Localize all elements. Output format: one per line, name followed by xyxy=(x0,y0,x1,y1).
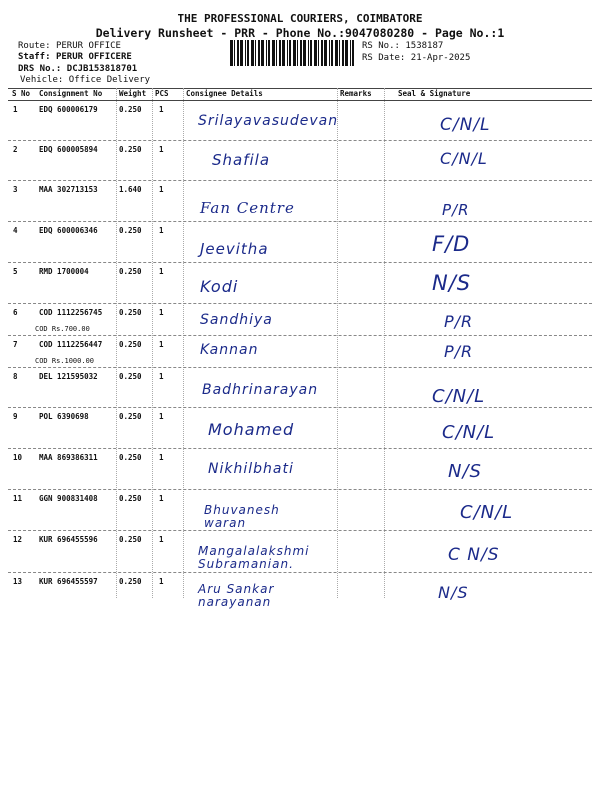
seal-signature: P/R xyxy=(442,201,470,219)
row-consignment: POL 6390698 xyxy=(39,412,89,421)
row-weight: 0.250 xyxy=(119,308,142,317)
rs-date-label: RS Date: xyxy=(362,53,406,63)
row-consignment: KUR 696455596 xyxy=(39,535,98,544)
row-weight: 0.250 xyxy=(119,340,142,349)
row-sno: 5 xyxy=(13,267,18,276)
row-consignment: DEL 121595032 xyxy=(39,372,98,381)
barcode-bar xyxy=(335,40,338,66)
consignee-signature: Nikhilbhati xyxy=(208,461,294,477)
consignee-signature: Mangalalakshmi Subramanian. xyxy=(198,544,310,571)
barcode-bar xyxy=(276,40,277,66)
consignee-signature: Srilayavasudevan xyxy=(198,113,339,129)
row-weight: 0.250 xyxy=(119,105,142,114)
rs-no-label: RS No.: xyxy=(362,41,400,51)
seal-signature: P/R xyxy=(444,342,474,361)
barcode-bar xyxy=(261,40,264,66)
col-consignee: Consignee Details xyxy=(186,89,263,98)
barcode-bar xyxy=(329,40,330,66)
col-seal: Seal & Signature xyxy=(398,89,471,98)
row-consignment: EDQ 600006179 xyxy=(39,105,98,114)
col-pcs: PCS xyxy=(155,89,169,98)
consignee-signature: Mohamed xyxy=(208,420,295,439)
row-weight: 0.250 xyxy=(119,267,142,276)
seal-signature: F/D xyxy=(432,232,471,256)
barcode-bar xyxy=(352,40,354,66)
staff-line xyxy=(18,52,132,62)
row-pcs: 1 xyxy=(159,577,164,586)
row-weight: 0.250 xyxy=(119,145,142,154)
rs-no-line xyxy=(362,41,443,51)
seal-signature: C/N/L xyxy=(442,422,496,443)
barcode-bar xyxy=(287,40,288,66)
row-pcs: 1 xyxy=(159,372,164,381)
row-sno: 13 xyxy=(13,577,23,586)
barcode-bar xyxy=(303,40,306,66)
table-row xyxy=(8,336,592,368)
row-consignment: GGN 900831408 xyxy=(39,494,98,503)
barcode-bar xyxy=(230,40,233,66)
row-sno: 1 xyxy=(13,105,18,114)
barcode-bar xyxy=(240,40,243,66)
drs-label: DRS No.: xyxy=(18,64,62,74)
table-row xyxy=(8,141,592,181)
col-remarks: Remarks xyxy=(340,89,372,98)
barcode-bar xyxy=(282,40,285,66)
table-row xyxy=(8,408,592,449)
table-row xyxy=(8,449,592,490)
barcode-bar xyxy=(318,40,319,66)
row-sno: 3 xyxy=(13,185,18,194)
row-pcs: 1 xyxy=(159,105,164,114)
consignee-signature: Badhrinarayan xyxy=(202,382,319,398)
row-weight: 0.250 xyxy=(119,412,142,421)
barcode-bar xyxy=(314,40,317,66)
row-pcs: 1 xyxy=(159,412,164,421)
barcode-bar xyxy=(321,40,323,66)
table-row xyxy=(8,263,592,304)
barcode-bar xyxy=(255,40,256,66)
row-consignment: COD 1112256447 xyxy=(39,340,103,349)
barcode-bar xyxy=(308,40,309,66)
row-sno: 2 xyxy=(13,145,18,154)
seal-signature: C N/S xyxy=(448,545,500,565)
route-value: PERUR OFFICE xyxy=(55,41,121,51)
vehicle-value: Office Delivery xyxy=(68,75,151,85)
row-weight: 0.250 xyxy=(119,535,142,544)
row-sno: 7 xyxy=(13,340,18,349)
company-title: THE PROFESSIONAL COURIERS, COIMBATORE xyxy=(177,12,423,25)
row-pcs: 1 xyxy=(159,226,164,235)
cod-amount: COD Rs.700.00 xyxy=(35,325,90,333)
consignee-signature: Fan Centre xyxy=(200,199,295,217)
vehicle-label: Vehicle: xyxy=(20,75,64,85)
cod-amount: COD Rs.1000.00 xyxy=(35,357,95,365)
barcode-bar xyxy=(345,40,348,66)
row-pcs: 1 xyxy=(159,535,164,544)
rs-no-value: 1538187 xyxy=(405,41,444,51)
barcode-bar xyxy=(331,40,333,66)
seal-signature: C/N/L xyxy=(460,502,514,523)
row-sno: 9 xyxy=(13,412,18,421)
seal-signature: N/S xyxy=(448,461,482,482)
col-weight: Weight xyxy=(119,89,147,98)
row-consignment: KUR 696455597 xyxy=(39,577,98,586)
row-weight: 0.250 xyxy=(119,453,142,462)
row-weight: 0.250 xyxy=(119,494,142,503)
row-pcs: 1 xyxy=(159,267,164,276)
barcode-bar xyxy=(339,40,340,66)
seal-signature: N/S xyxy=(438,583,469,602)
consignee-signature: Sandhiya xyxy=(200,312,273,328)
barcode-bar xyxy=(289,40,291,66)
table-row xyxy=(8,304,592,336)
consignee-signature: Jeevitha xyxy=(200,240,269,258)
vehicle-line xyxy=(20,75,150,85)
seal-signature: C/N/L xyxy=(440,149,488,168)
barcode-bar xyxy=(279,40,281,66)
table-row xyxy=(8,101,592,141)
row-weight: 0.250 xyxy=(119,226,142,235)
row-weight: 0.250 xyxy=(119,577,142,586)
barcode-bar xyxy=(266,40,267,66)
row-weight: 0.250 xyxy=(119,372,142,381)
row-consignment: COD 1112256745 xyxy=(39,308,103,317)
barcode-bar xyxy=(272,40,275,66)
barcode-image xyxy=(230,40,356,66)
table-row xyxy=(8,222,592,263)
col-consignment: Consignment No xyxy=(39,89,103,98)
table-row xyxy=(8,573,592,617)
rs-date-line xyxy=(362,53,470,63)
route-line xyxy=(18,41,121,51)
staff-label: Staff: xyxy=(18,52,51,62)
row-sno: 12 xyxy=(13,535,23,544)
row-consignment: RMD 1700004 xyxy=(39,267,89,276)
runsheet-subtitle: Delivery Runsheet - PRR - Phone No.:9047080280 - Page No.:1 xyxy=(95,26,505,40)
row-sno: 4 xyxy=(13,226,18,235)
row-pcs: 1 xyxy=(159,340,164,349)
barcode-bar xyxy=(245,40,246,66)
barcode-bar xyxy=(324,40,327,66)
row-sno: 8 xyxy=(13,372,18,381)
drs-value: DCJB153818701 xyxy=(66,64,138,74)
barcode-bar xyxy=(297,40,298,66)
seal-signature: P/R xyxy=(444,312,474,331)
barcode-bar xyxy=(251,40,254,66)
row-consignment: MAA 869386311 xyxy=(39,453,98,462)
row-sno: 10 xyxy=(13,453,23,462)
row-pcs: 1 xyxy=(159,145,164,154)
row-pcs: 1 xyxy=(159,494,164,503)
seal-signature: C/N/L xyxy=(432,386,486,407)
row-pcs: 1 xyxy=(159,308,164,317)
barcode-bar xyxy=(268,40,270,66)
consignee-signature: Bhuvanesh waran xyxy=(204,503,280,530)
seal-signature: N/S xyxy=(432,271,472,295)
barcode-bar xyxy=(350,40,351,66)
staff-value: PERUR OFFICERE xyxy=(55,52,132,62)
barcode-bar xyxy=(342,40,344,66)
row-weight: 1.640 xyxy=(119,185,142,194)
barcode-bar xyxy=(237,40,239,66)
barcode-bar xyxy=(258,40,260,66)
col-sno: S No xyxy=(12,89,31,98)
barcode-bar xyxy=(234,40,235,66)
row-sno: 6 xyxy=(13,308,18,317)
table-row xyxy=(8,490,592,531)
route-label: Route: xyxy=(18,41,51,51)
row-consignment: MAA 302713153 xyxy=(39,185,98,194)
table-row xyxy=(8,181,592,222)
rs-date-value: 21-Apr-2025 xyxy=(410,53,471,63)
drs-line xyxy=(18,64,137,74)
table-row xyxy=(8,531,592,573)
consignee-signature: Aru Sankar narayanan xyxy=(198,582,275,609)
consignee-signature: Kodi xyxy=(200,277,239,296)
barcode-bar xyxy=(247,40,249,66)
row-sno: 11 xyxy=(13,494,23,503)
seal-signature: C/N/L xyxy=(440,115,491,135)
row-consignment: EDQ 600005894 xyxy=(39,145,98,154)
table-row xyxy=(8,368,592,408)
row-pcs: 1 xyxy=(159,185,164,194)
consignee-signature: Kannan xyxy=(200,342,259,358)
barcode-bar xyxy=(300,40,302,66)
barcode-bar xyxy=(293,40,296,66)
row-pcs: 1 xyxy=(159,453,164,462)
barcode-bar xyxy=(310,40,312,66)
consignee-signature: Shafila xyxy=(212,151,271,169)
row-consignment: EDQ 600006346 xyxy=(39,226,98,235)
